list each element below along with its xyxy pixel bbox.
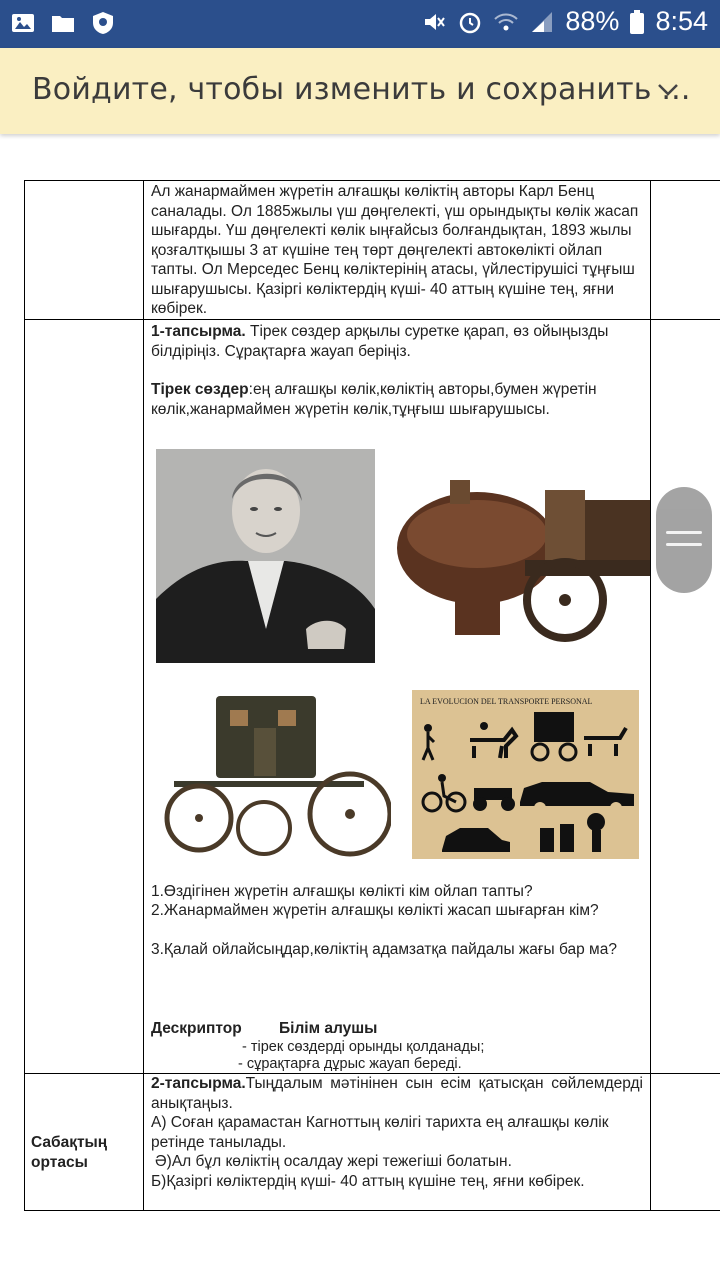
descriptor-item-2: - сұрақтарға дұрыс жауап береді. [238, 1056, 462, 1072]
gallery-icon [10, 10, 36, 36]
alarm-icon [457, 9, 483, 35]
banner-text: Войдите, чтобы изменить и сохранить ... [32, 72, 691, 107]
clock: 8:54 [655, 6, 708, 36]
table-border-top [24, 180, 720, 181]
keywords-label: Тірек сөздер [151, 381, 249, 398]
table-row-divider [24, 319, 720, 320]
learner-label: Білім алушы [279, 1020, 378, 1037]
signal-icon [529, 9, 555, 35]
task1-paragraph [151, 322, 643, 361]
carriage-image [154, 688, 391, 858]
transport-evolution-poster [412, 690, 639, 859]
mute-icon [421, 9, 447, 35]
chevron-down-icon[interactable] [656, 78, 680, 102]
task2-paragraph [151, 1074, 643, 1113]
steam-car-image [395, 460, 650, 660]
table-divider-2 [650, 180, 651, 1211]
battery-percent: 88% [565, 6, 620, 36]
descriptor-label: Дескриптор [151, 1020, 242, 1037]
task2-text: Тыңдалым мәтінінен сын есім қатысқан сөйлемдерді анықтаңыз. [151, 1075, 643, 1112]
wifi-icon [493, 9, 519, 35]
question-1: 1.Өздігінен жүретін алғашқы көлікті кім ойлап тапты? [151, 883, 533, 900]
portrait-image [156, 449, 375, 663]
lesson-table [24, 180, 720, 1211]
folder-icon [50, 10, 76, 36]
question-3: 3.Қалай ойлайсыңдар,көліктің адамзатқа пайдалы жағы бар ма? [151, 941, 617, 958]
handle-grip-line [666, 531, 702, 534]
table-divider-1 [143, 180, 144, 1211]
task2-option-ae: Ә)Ал бұл көліктің осалдау жері тежегіші болатын. [155, 1153, 512, 1170]
sign-in-banner[interactable] [0, 48, 720, 134]
lesson-middle-label: Сабақтың ортасы [31, 1134, 108, 1171]
task2-label: 2-тапсырма. [151, 1075, 246, 1092]
keywords-text: :ең алғашқы көлік,көліктің авторы,бумен жүретін көлік,жанармаймен жүретін көлік,тұңғыш шығарушысы. [151, 381, 597, 418]
table-border-bottom [24, 1210, 720, 1211]
task1-label: 1-тапсырма. [151, 323, 246, 340]
vpn-shield-icon [90, 10, 116, 36]
handle-grip-line [666, 543, 702, 546]
task2-option-b: Б)Қазіргі көліктердің күші- 40 аттың күшіне тең, яғни көбірек. [151, 1173, 585, 1190]
scroll-handle[interactable] [656, 487, 712, 593]
task1-text: Тірек сөздер арқылы суретке қарап, өз ойыңызды білдіріңіз. Сұрақтарға жауап беріңіз. [151, 323, 609, 360]
battery-icon [629, 9, 645, 35]
task2-option-a: А) Соған қарамастан Кагноттың көлігі тарихта ең алғашқы көлік ретінде танылады. [151, 1114, 609, 1151]
table-border-left [24, 180, 25, 1211]
descriptor-item-1: - тірек сөздерді орынды қолданады; [242, 1039, 485, 1055]
keywords-paragraph [151, 380, 643, 419]
poster-title: LA EVOLUCION DEL TRANSPORTE PERSONAL [420, 697, 593, 706]
question-2: 2.Жанармаймен жүретін алғашқы көлікті жасап шығарған кім? [151, 902, 599, 919]
status-bar [0, 0, 720, 48]
intro-paragraph: Ал жанармаймен жүретін алғашқы көліктің авторы Карл Бенц саналады. Ол 1885жылы үш дөңгелекті, үш орындықты көлік жасап шығарды. Үш дөңгелекті көлік ыңғайсыз болғандықтан, 1893 жылы қозғалтқышы 3 ат күшіне тең төрт дөңгелекті автокөлікті ойлап тапты. Ол Мерседес Бенц көліктерінің атасы, үйлестірушісі тұңғыш шығарушысы. Қазіргі көліктердің күші- 40 аттың күшіне тең, яғни көбірек. [151, 183, 639, 317]
